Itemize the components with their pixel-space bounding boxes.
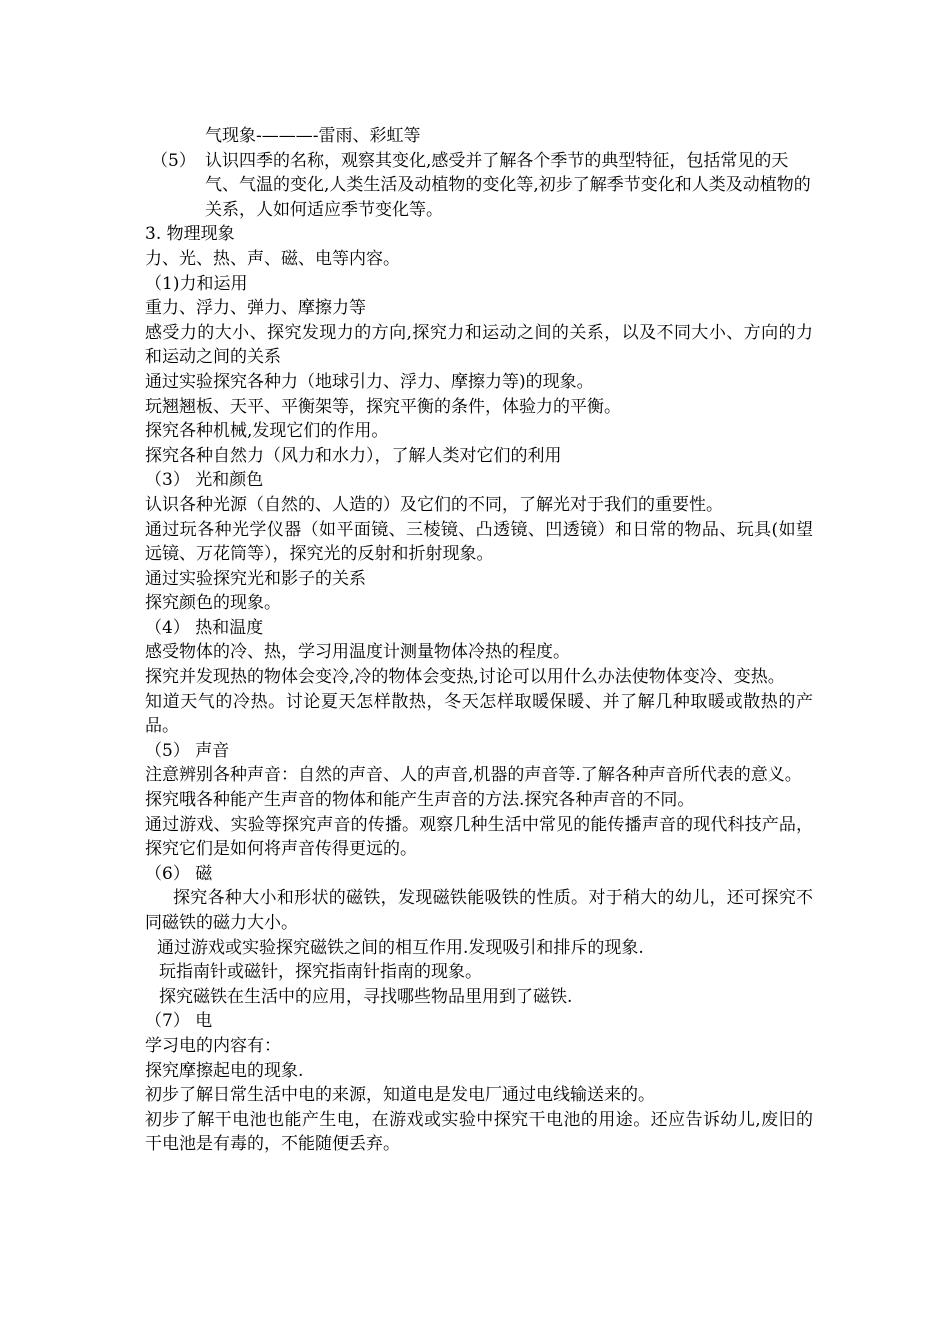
paragraph-line: 通过实验探究光和影子的关系 xyxy=(145,568,366,589)
paragraph-line: 学习电的内容有： xyxy=(145,1035,281,1056)
paragraph-line: 气现象-———-雷雨、彩虹等 xyxy=(205,126,421,146)
subsection-heading: （3） 光和颜色 xyxy=(145,470,264,491)
paragraph-line: 初步了解日常生活中电的来源，知道电是发电厂通过电线输送来的。 xyxy=(145,1085,655,1106)
paragraph-line: 初步了解干电池也能产生电，在游戏或实验中探究干电池的用途。还应告诉幼儿,废旧的干电池是有毒的，不能随便丢弃。 xyxy=(145,1109,813,1155)
paragraph-line: 通过玩各种光学仪器（如平面镜、三棱镜、凸透镜、凹透镜）和日常的物品、玩具(如望远镜、万花筒等），探究光的反射和折射现象。 xyxy=(145,519,813,565)
paragraph-line: 探究各种机械,发现它们的作用。 xyxy=(145,421,389,442)
paragraph-line: 探究颜色的现象。 xyxy=(145,593,281,614)
subsection-heading: （6） 磁 xyxy=(145,863,213,884)
subsection-heading: （5） 声音 xyxy=(145,740,230,761)
numbered-paragraph xyxy=(145,149,813,223)
paragraph-line: 通过游戏、实验等探究声音的传播。观察几种生活中常见的能传播声音的现代科技产品，探究它们是如何将声音传得更远的。 xyxy=(145,814,813,860)
document-page xyxy=(145,124,813,1157)
paragraph-line: 通过游戏或实验探究磁铁之间的相互作用.发现吸引和排斥的现象. xyxy=(157,937,644,958)
paragraph-line: 感受力的大小、探究发现力的方向,探究力和运动之间的关系，以及不同大小、方向的力和运动之间的关系 xyxy=(145,322,813,368)
subsection-heading: （4） 热和温度 xyxy=(145,617,264,638)
paragraph-line: 探究哦各种能产生声音的物体和能产生声音的方法.探究各种声音的不同。 xyxy=(145,790,695,811)
paragraph-line: 知道天气的冷热。讨论夏天怎样散热，冬天怎样取暖保暖、并了解几种取暖或散热的产品。 xyxy=(145,691,813,737)
paragraph-number: （5） xyxy=(151,150,196,171)
paragraph-line: 重力、浮力、弹力、摩擦力等 xyxy=(145,298,366,319)
paragraph-line: 通过实验探究各种力（地球引力、浮力、摩擦力等)的现象。 xyxy=(145,371,594,392)
subsection-heading: （7） 电 xyxy=(145,1011,213,1032)
paragraph-line: 探究各种自然力（风力和水力），了解人类对它们的利用 xyxy=(145,445,562,466)
paragraph-line: 认识各种光源（自然的、人造的）及它们的不同，了解光对于我们的重要性。 xyxy=(145,494,723,515)
paragraph-line: 探究并发现热的物体会变冷,冷的物体会变热,讨论可以用什么办法使物体变冷、变热。 xyxy=(145,667,785,688)
paragraph-line: 感受物体的冷、热，学习用温度计测量物体冷热的程度。 xyxy=(145,642,570,663)
paragraph-line: 玩指南针或磁针，探究指南针指南的现象。 xyxy=(159,962,482,983)
subsection-heading: （1)力和运用 xyxy=(145,273,248,294)
paragraph-text: 认识四季的名称，观察其变化,感受并了解各个季节的典型特征，包括常见的天气、气温的变化,人类生活及动植物的变化等,初步了解季节变化和人类及动植物的关系，人如何适应季节变化等。 xyxy=(205,150,811,220)
paragraph-line: 力、光、热、声、磁、电等内容。 xyxy=(145,248,400,269)
paragraph-line: 玩翘翘板、天平、平衡架等，探究平衡的条件，体验力的平衡。 xyxy=(145,396,621,417)
paragraph-line: 探究各种大小和形状的磁铁，发现磁铁能吸铁的性质。对于稍大的幼儿，还可探究不同磁铁的磁力大小。 xyxy=(145,888,813,933)
section-heading: 3. 物理现象 xyxy=(145,224,235,245)
paragraph-line: 注意辨别各种声音：自然的声音、人的声音,机器的声音等.了解各种声音所代表的意义。 xyxy=(145,765,802,786)
paragraph-line: 探究摩擦起电的现象. xyxy=(145,1060,304,1081)
paragraph-line: 探究磁铁在生活中的应用，寻找哪些物品里用到了磁铁. xyxy=(159,986,573,1007)
